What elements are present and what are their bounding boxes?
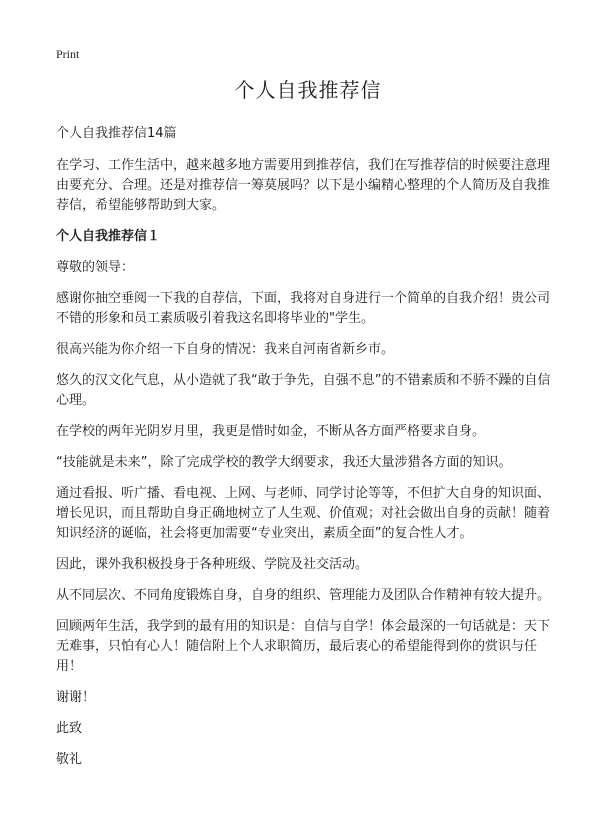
closing-cizhi: 此致 — [56, 721, 83, 736]
body-paragraph: 在学校的两年光阴岁月里，我更是惜时如金，不断从各方面严格要求自身。 — [56, 424, 486, 439]
print-link[interactable]: Print — [56, 47, 80, 61]
body-paragraph: 回顾两年生活，我学到的最有用的知识是：自信与自学！体会最深的一句话就是：天下无难事，只怕有心人！随信附上个人求职简历，最后衷心的希望能得到你的赏识与任用！ — [56, 619, 551, 674]
salutation: 尊敬的领导： — [56, 260, 135, 275]
body-paragraph: 悠久的汉文化气息，从小造就了我“敢于争先，自强不息”的不错素质和不骄不躁的自信心理。 — [56, 373, 551, 408]
document-subtitle: 个人自我推荐信14篇 — [56, 126, 177, 141]
page-title: 个人自我推荐信 — [234, 78, 382, 102]
body-paragraph: “技能就是未来”，除了完成学校的教学大纲要求，我还大量涉猎各方面的知识。 — [56, 455, 512, 470]
intro-paragraph: 在学习、工作生活中，越来越多地方需要用到推荐信，我们在写推荐信的时候要注意理由要充分、合理。还是对推荐信一筹莫展吗？以下是小编精心整理的个人简历及自我推荐信，希望能够帮助到大家。 — [56, 158, 551, 213]
body-paragraph: 感谢你抽空垂阅一下我的自荐信，下面，我将对自身进行一个简单的自我介绍！贵公司不错的形象和员工素质吸引着我这名即将毕业的"学生。 — [56, 291, 551, 326]
body-paragraph: 从不同层次、不同角度锻炼自身，自身的组织、管理能力及团队合作精神有较大提升。 — [56, 588, 551, 603]
body-paragraph: 很高兴能为你介绍一下自身的情况：我来自河南省新乡市。 — [56, 342, 395, 357]
body-paragraph: 通过看报、听广播、看电视、上网、与老师、同学讨论等等，不但扩大自身的知识面、增长见识，而且帮助自身正确地树立了人生观、价值观；对社会做出自身的贡献！随着知识经济的诞临，社会将更加需要“专业突出，素质全面”的复合性人才。 — [56, 486, 551, 541]
section-heading: 个人自我推荐信１ — [56, 229, 161, 244]
closing-thanks: 谢谢！ — [56, 690, 96, 705]
closing-jingli: 敬礼 — [56, 752, 83, 767]
body-paragraph: 因此，课外我积极投身于各种班级、学院及社交活动。 — [56, 557, 369, 572]
